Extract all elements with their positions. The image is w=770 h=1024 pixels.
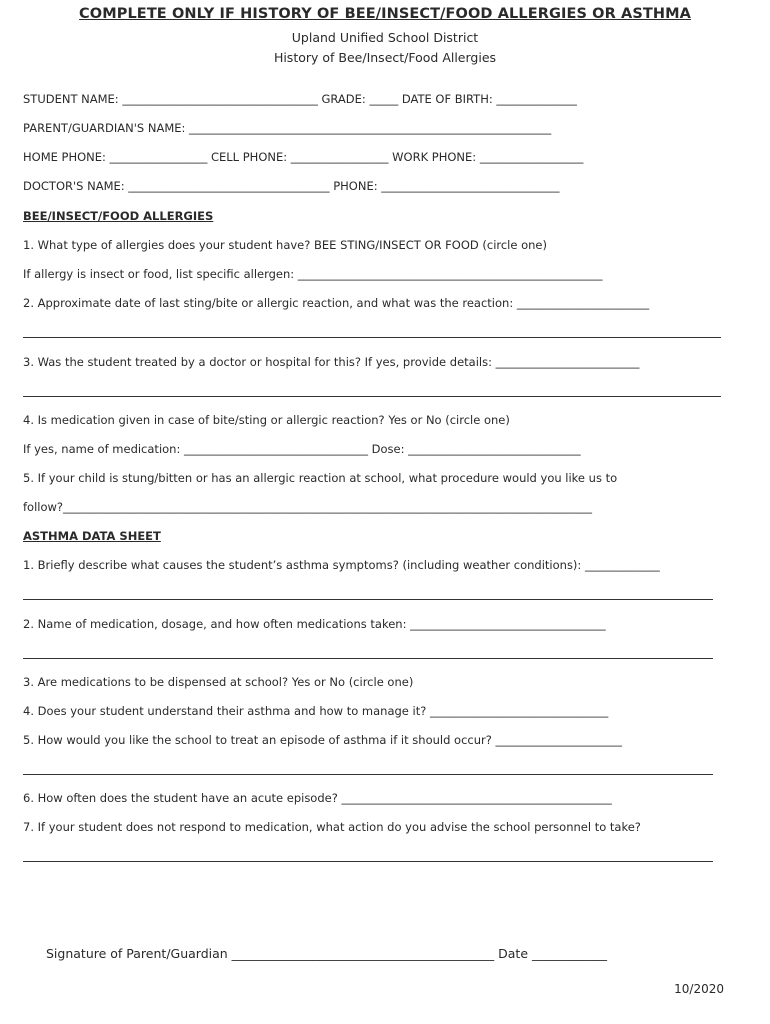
asthma-question-1: 1. Briefly describe what causes the student’s asthma symptoms? (including weather conditions): _____________	[23, 558, 660, 572]
answer-line	[23, 658, 713, 659]
allergy-question-1: 1. What type of allergies does your student have? BEE STING/INSECT OR FOOD (circle one)	[23, 238, 547, 252]
allergy-question-4: 4. Is medication given in case of bite/sting or allergic reaction? Yes or No (circle one)	[23, 413, 510, 427]
allergies-heading: BEE/INSECT/FOOD ALLERGIES	[23, 209, 214, 223]
student-name-line: STUDENT NAME: __________________________________ GRADE: _____ DATE OF BIRTH: ______________	[23, 92, 577, 106]
answer-line	[23, 396, 721, 397]
asthma-question-3: 3. Are medications to be dispensed at school? Yes or No (circle one)	[23, 675, 414, 689]
answer-line	[23, 861, 713, 862]
allergy-question-5b: follow?____________________________________________________________________________________________	[23, 500, 593, 514]
asthma-heading: ASTHMA DATA SHEET	[23, 529, 161, 543]
asthma-question-6: 6. How often does the student have an acute episode? _______________________________________________	[23, 791, 612, 805]
form-title: COMPLETE ONLY IF HISTORY OF BEE/INSECT/FOOD ALLERGIES OR ASTHMA	[79, 6, 691, 22]
asthma-question-7: 7. If your student does not respond to medication, what action do you advise the school personnel to take?	[23, 820, 641, 834]
form-subtitle: History of Bee/Insect/Food Allergies	[273, 50, 497, 65]
asthma-question-4: 4. Does your student understand their asthma and how to manage it? _______________________________	[23, 704, 609, 718]
answer-line	[23, 774, 713, 775]
allergy-question-4b: If yes, name of medication: ________________________________ Dose: ______________________________	[23, 442, 581, 456]
allergy-question-5: 5. If your child is stung/bitten or has an allergic reaction at school, what procedure would you like us to	[23, 471, 618, 485]
asthma-question-2: 2. Name of medication, dosage, and how often medications taken: __________________________________	[23, 617, 606, 631]
answer-line	[23, 337, 721, 338]
district-name: Upland Unified School District	[291, 30, 479, 45]
allergy-question-3: 3. Was the student treated by a doctor or hospital for this? If yes, provide details: _________________________	[23, 355, 640, 369]
asthma-question-5: 5. How would you like the school to treat an episode of asthma if it should occur? ______________________	[23, 733, 623, 747]
revision-date: 10/2020	[674, 982, 724, 996]
allergy-question-2: 2. Approximate date of last sting/bite or allergic reaction, and what was the reaction: _______________________	[23, 296, 650, 310]
allergy-question-1b: If allergy is insect or food, list specific allergen: _____________________________________________________	[23, 267, 603, 281]
parent-name-line: PARENT/GUARDIAN'S NAME: _______________________________________________________________	[23, 121, 552, 135]
phones-line: HOME PHONE: _________________ CELL PHONE: _________________ WORK PHONE: __________________	[23, 150, 584, 164]
answer-line	[23, 599, 713, 600]
doctor-line: DOCTOR'S NAME: ___________________________________ PHONE: _______________________________	[23, 179, 560, 193]
signature-line: Signature of Parent/Guardian __________________________________________ Date ____________	[46, 946, 607, 961]
